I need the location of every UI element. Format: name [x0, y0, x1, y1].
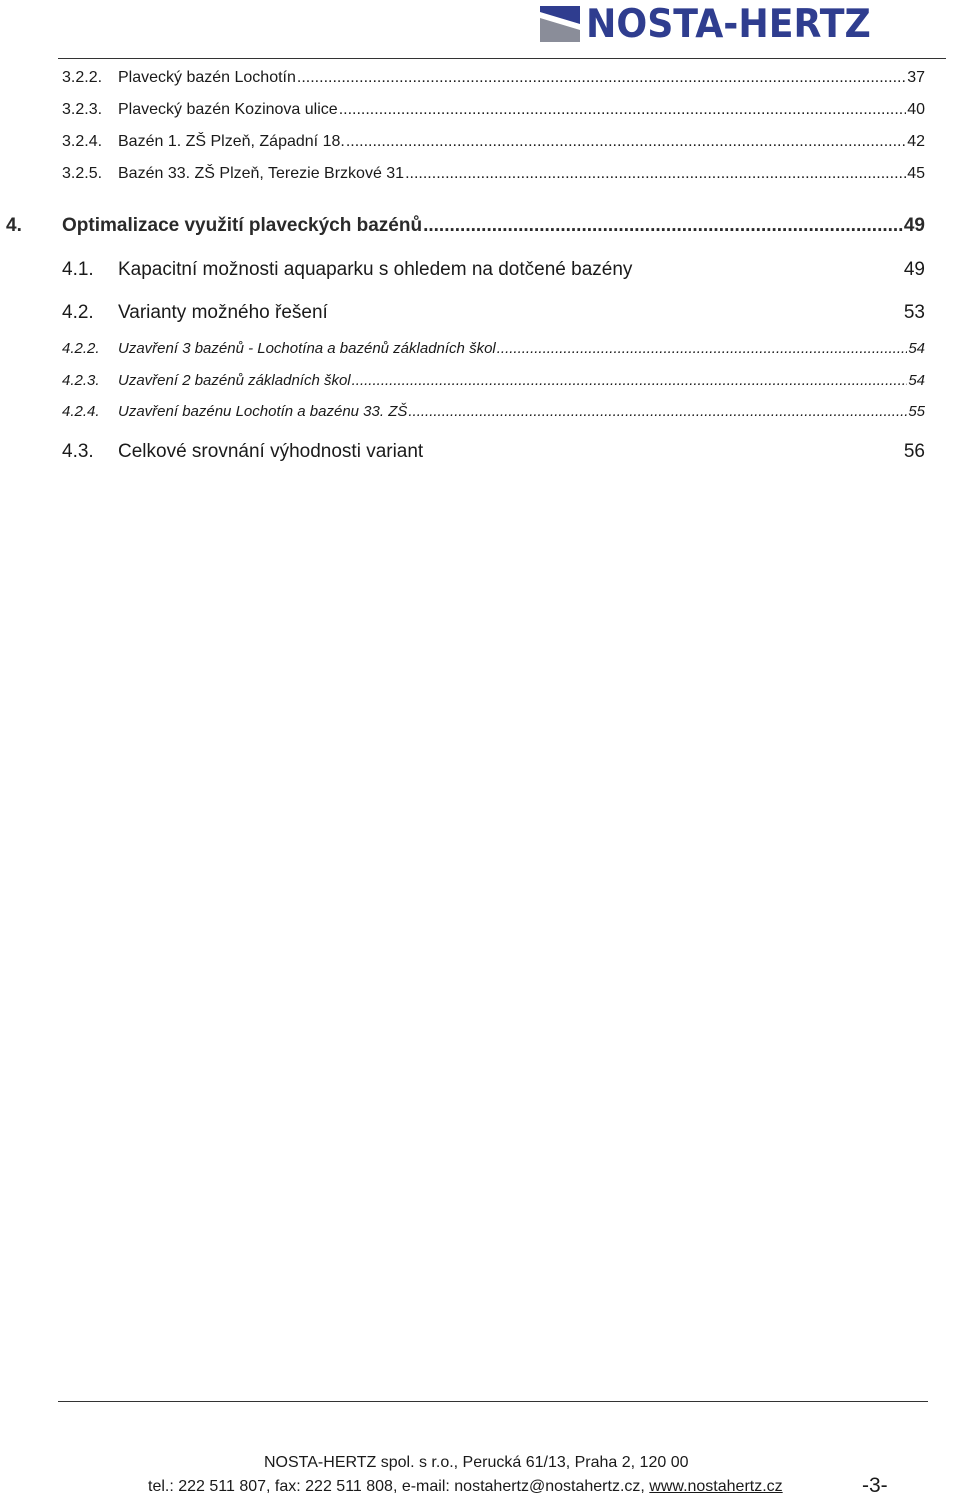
toc-entry-title: Celkové srovnání výhodnosti variant [118, 441, 424, 462]
toc-entry-number: 4.1. [62, 259, 94, 280]
toc-entry-number: 4.2.3. [62, 372, 100, 389]
toc-entry-page: 55 [908, 403, 925, 420]
header-divider [58, 58, 946, 59]
toc-entry[interactable] [62, 165, 925, 183]
toc-entry-title: Bazén 1. ZŠ Plzeň, Západní 18. [118, 133, 345, 150]
toc-entry-number: 4.2. [62, 302, 94, 323]
toc-entry-number: 3.2.2. [62, 69, 103, 86]
toc-entry-section[interactable] [62, 259, 925, 281]
toc-entry-page: 49 [903, 259, 925, 280]
footer-company-address: NOSTA-HERTZ spol. s r.o., Perucká 61/13, Praha 2, 120 00 [264, 1454, 689, 1471]
toc-entry-title: Uzavření 3 bazénů - Lochotína a bazénů základních škol [118, 340, 496, 357]
footer-contact [148, 1478, 783, 1496]
toc-entry-number: 4. [6, 215, 22, 236]
toc-entry-page: 37 [907, 69, 925, 86]
toc-entry-section[interactable] [62, 441, 925, 463]
toc-entry-chapter[interactable] [6, 215, 925, 237]
footer-website-link[interactable]: www.nostahertz.cz [649, 1478, 783, 1495]
toc-entry-title: Kapacitní možnosti aquaparku s ohledem na dotčené bazény [118, 259, 633, 280]
toc-entry[interactable] [62, 340, 925, 357]
toc-entry-page: 54 [908, 340, 925, 357]
toc-leader-dots [405, 165, 906, 183]
toc-leader-dots [423, 215, 903, 237]
toc-entry-title: Optimalizace využití plaveckých bazénů [62, 215, 423, 236]
toc-leader-dots [346, 133, 906, 151]
toc-entry-title: Uzavření bazénu Lochotín a bazénu 33. ZŠ [118, 403, 408, 420]
footer-contact-text: tel.: 222 511 807, fax: 222 511 808, e-mail: nostahertz@nostahertz.cz, [148, 1478, 650, 1495]
toc-entry-number: 4.3. [62, 441, 94, 462]
logo-text: NOSTA-HERTZ [586, 2, 871, 47]
toc-entry-page: 40 [907, 101, 925, 118]
toc-entry-section[interactable] [62, 302, 925, 324]
toc-entry-number: 3.2.4. [62, 133, 103, 150]
toc-entry-page: 56 [903, 441, 925, 462]
toc-entry[interactable] [62, 101, 925, 119]
toc-entry-title: Plavecký bazén Kozinova ulice [118, 101, 338, 118]
toc-leader-dots [339, 101, 907, 119]
toc-entry[interactable] [62, 372, 925, 389]
toc-entry-title: Bazén 33. ZŠ Plzeň, Terezie Brzkové 31 [118, 165, 405, 182]
toc-entry-number: 4.2.4. [62, 403, 100, 420]
company-logo [540, 2, 958, 47]
toc-entry[interactable] [62, 69, 925, 87]
toc-leader-dots [352, 372, 908, 389]
footer-divider [58, 1401, 928, 1402]
toc-entry-number: 4.2.2. [62, 340, 100, 357]
logo-mark-icon [540, 6, 580, 42]
toc-entry-number: 3.2.3. [62, 101, 103, 118]
toc-entry-page: 54 [908, 372, 925, 389]
toc-leader-dots [497, 340, 908, 357]
toc-entry-number: 3.2.5. [62, 165, 103, 182]
toc-entry[interactable] [62, 403, 925, 420]
toc-entry[interactable] [62, 133, 925, 151]
toc-leader-dots [408, 403, 907, 420]
toc-entry-page: 42 [907, 133, 925, 150]
toc-entry-page: 49 [903, 215, 925, 236]
toc-entry-page: 45 [907, 165, 925, 182]
page-number: -3- [862, 1474, 888, 1497]
toc-entry-title: Uzavření 2 bazénů základních škol [118, 372, 351, 389]
toc-entry-title: Plavecký bazén Lochotín [118, 69, 296, 86]
toc-leader-dots [297, 69, 906, 87]
toc-entry-page: 53 [903, 302, 925, 323]
toc-entry-title: Varianty možného řešení [118, 302, 328, 323]
